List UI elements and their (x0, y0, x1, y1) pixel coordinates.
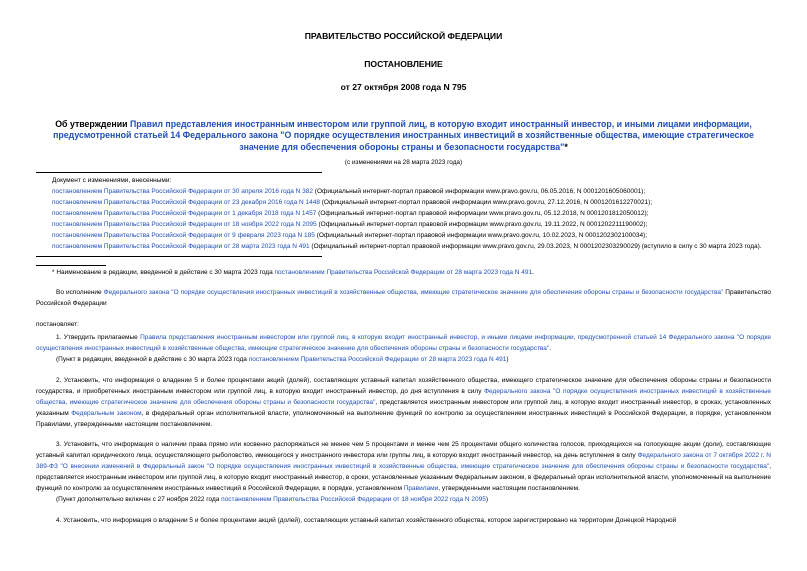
title-footnote-mark: * (564, 141, 568, 152)
note-link[interactable]: постановлением Правительства Российской Федерации от 18 ноября 2022 года N 2095 (221, 495, 486, 503)
divider (36, 172, 322, 173)
government-name: ПРАВИТЕЛЬСТВО РОССИЙСКОЙ ФЕДЕРАЦИИ (304, 31, 503, 41)
amendment-date: (с изменениями на 28 марта 2023 года) (344, 159, 463, 167)
amendment-item: постановлением Правительства Российской Федерации от 30 апреля 2016 года N 382 (Официальный интернет-портал правовой информации www.pravo.gov.ru, 06.05.2016, N 0001201605060001); (52, 188, 646, 196)
amendment-link[interactable]: постановлением Правительства Российской Федерации от 1 декабря 2018 года N 1457 (52, 209, 317, 217)
amendment-link[interactable]: постановлением Правительства Российской Федерации от 28 марта 2023 года N 491 (52, 242, 310, 250)
document-title (36, 119, 771, 153)
amendment-item: постановлением Правительства Российской Федерации от 9 февраля 2023 года N 185 (Официальный интернет-портал правовой информации www.pravo.gov.ru, 10.02.2023, N 0001202302100034); (52, 231, 648, 239)
resolves-label: постановляет: (36, 321, 79, 329)
paragraph-4: 4. Установить, что информация о владении 5 и более процентами акций (долей), составляющих уставный капитал хозяйственного общества, которое зарегистрировано на территории Донецкой Народной (56, 516, 677, 524)
paragraph-3: 3. Установить, что информация о наличии права прямо или косвенно распоряжаться не менее чем 5 процентами и менее чем 25 процентами общего количества голосов, приходящихся на голосующие акции (доли), составляющие уставный капитал юридического лица, осуществляющего рыболовство, имеющегося у иностранного инвестора или группы лиц, в которую входит иностранный инвестор, на день вступления в силу Федерального закона от 7 октября 2022 г. N 389-ФЗ "О внесении изменений в Федеральный закон "О порядке осуществления иностранных инвестиций в хозяйственные общества, имеющие стратегическое значение для обеспечения обороны страны и безопасности государства", представляется иностранным инвестором или группой лиц, в которую входит иностранный инвестор, в сроки, установленные указанным Федеральным законом, в федеральный орган исполнительной власти, уполномоченный на выполнение функций по контролю за осуществлением иностранных инвестиций в Российской Федерации, в порядке, установленном Правилами, утвержденными настоящим постановлением. (36, 441, 771, 493)
federal-law-link[interactable]: Федерального закона "О порядке осуществления иностранных инвестиций в хозяйственные общества, имеющие стратегическое значение для обеспечения обороны страны и безопасности государства" (36, 387, 771, 406)
rules-short-link[interactable]: Правилами (403, 485, 439, 493)
amendment-link[interactable]: постановлением Правительства Российской Федерации от 18 ноября 2022 года N 2095 (52, 220, 317, 228)
amendment-item: постановлением Правительства Российской Федерации от 28 марта 2023 года N 491 (Официальный интернет-портал правовой информации www.pravo.gov.ru, 29.03.2023, N 0001202303290029) (вступило в силу с 30 марта 2023 года). (52, 242, 762, 250)
amendments-list (36, 176, 771, 252)
amendment-item: постановлением Правительства Российской Федерации от 23 декабря 2016 года N 1448 (Официальный интернет-портал правовой информации www.pravo.gov.ru, 27.12.2016, N 0001201612270021); (52, 199, 653, 207)
paragraph-3-note: (Пункт дополнительно включен с 27 ноября 2022 года постановлением Правительства Российской Федерации от 18 ноября 2022 года N 2095) (56, 495, 489, 503)
amendment-link[interactable]: постановлением Правительства Российской Федерации от 30 апреля 2016 года N 382 (52, 188, 313, 196)
preamble: Во исполнение Федерального закона "О порядке осуществления иностранных инвестиций в хозяйственные общества, имеющие стратегическое значение для обеспечения обороны страны и безопасности государства" Правительство Российской Федерации (36, 289, 771, 308)
federal-law-link[interactable]: Федерального закона "О порядке осуществления иностранных инвестиций в хозяйственные общества, имеющие стратегическое значение для обеспечения обороны страны и безопасности государства" (103, 289, 724, 297)
amendment-link[interactable]: постановлением Правительства Российской Федерации от 9 февраля 2023 года N 185 (52, 231, 315, 239)
amendment-item: постановлением Правительства Российской Федерации от 1 декабря 2018 года N 1457 (Официальный интернет-портал правовой информации www.pravo.gov.ru, 05.12.2018, N 0001201812050012); (52, 209, 649, 217)
amendments-intro: Документ с изменениями, внесенными: (52, 177, 172, 185)
amendment-item: постановлением Правительства Российской Федерации от 18 ноября 2022 года N 2095 (Официальный интернет-портал правовой информации www.pravo.gov.ru, 19.11.2022, N 0001202211190002); (52, 220, 648, 228)
footnote: * Наименование в редакции, введенной в действие с 30 марта 2023 года постановлением Правительства Российской Федерации от 28 марта 2023 года N 491. (52, 268, 534, 276)
paragraph-1: 1. Утвердить прилагаемые Правила представления иностранным инвестором или группой лиц, в которую входит иностранный инвестор, и иными лицами информации, предусмотренной статьей 14 Федерального закона "О порядке осуществления иностранных инвестиций в хозяйственные общества, имеющие стратегическое значение для обеспечения обороны страны и безопасности государства". (36, 334, 771, 353)
title-rules-link[interactable]: Правил представления иностранным инвестором или группой лиц, в которую входит иностранный инвестор, и иными лицами информации, предусмотренной статьей 14 Федерального закона "О порядке осуществления иностранных инвестиций в хозяйственные общества, имеющие стратегическое значение для обеспечения обороны страны и безопасности государства" (53, 119, 754, 152)
paragraph-1-note: (Пункт в редакции, введенной в действие с 30 марта 2023 года постановлением Правительства Российской Федерации от 28 марта 2023 года N 491) (56, 356, 509, 363)
title-prefix: Об утверждении (55, 119, 130, 129)
divider (36, 256, 322, 257)
amending-law-link[interactable]: Федерального закона от 7 октября 2022 г. N 389-ФЗ "О внесении изменений в Федеральный закон "О порядке осуществления иностранных инвестиций в хозяйственные общества, имеющие стратегическое значение для обеспечения обороны страны и безопасности государства" (36, 452, 771, 471)
document-type: ПОСТАНОВЛЕНИЕ (364, 59, 443, 69)
document-date-number: от 27 октября 2008 года N 795 (340, 82, 467, 92)
paragraph-2: 2. Установить, что информация о владении 5 и более процентами акций (долей), составляющих уставный капитал хозяйственного общества, имеющего стратегическое значение для обеспечения обороны страны и безопасности государства, и приобретенных иностранным инвестором или группой лиц, в которую входит иностранный инвестор, до дня вступления в силу Федерального закона "О порядке осуществления иностранных инвестиций в хозяйственные общества, имеющие стратегическое значение для обеспечения обороны страны и безопасности государства", представляется иностранным инвестором или группой лиц, в которую входит иностранный инвестор, в сроках, установленных указанным Федеральным законом, в федеральный орган исполнительной власти, уполномоченный на выполнение функций по контролю за осуществлением иностранных инвестиций в Российской Федерации, в порядке, установленном Правилами, утвержденными настоящим постановлением. (36, 376, 771, 428)
rules-link[interactable]: Правила представления иностранным инвестором или группой лиц, в которую входит иностранный инвестор, и иными лицами информации, предусмотренной статьей 14 Федерального закона "О порядке осуществления иностранных инвестиций в хозяйственные общества, имеющие стратегическое значение для обеспечения обороны страны и безопасности государства" (36, 334, 771, 353)
footnote-divider (36, 265, 106, 266)
federal-law-short-link[interactable]: Федеральным законом (71, 409, 142, 417)
footnote-link[interactable]: постановлением Правительства Российской Федерации от 28 марта 2023 года N 491 (274, 268, 533, 276)
note-link[interactable]: постановлением Правительства Российской Федерации от 28 марта 2023 года N 491 (248, 356, 507, 363)
amendment-link[interactable]: постановлением Правительства Российской Федерации от 23 декабря 2016 года N 1448 (52, 199, 320, 207)
